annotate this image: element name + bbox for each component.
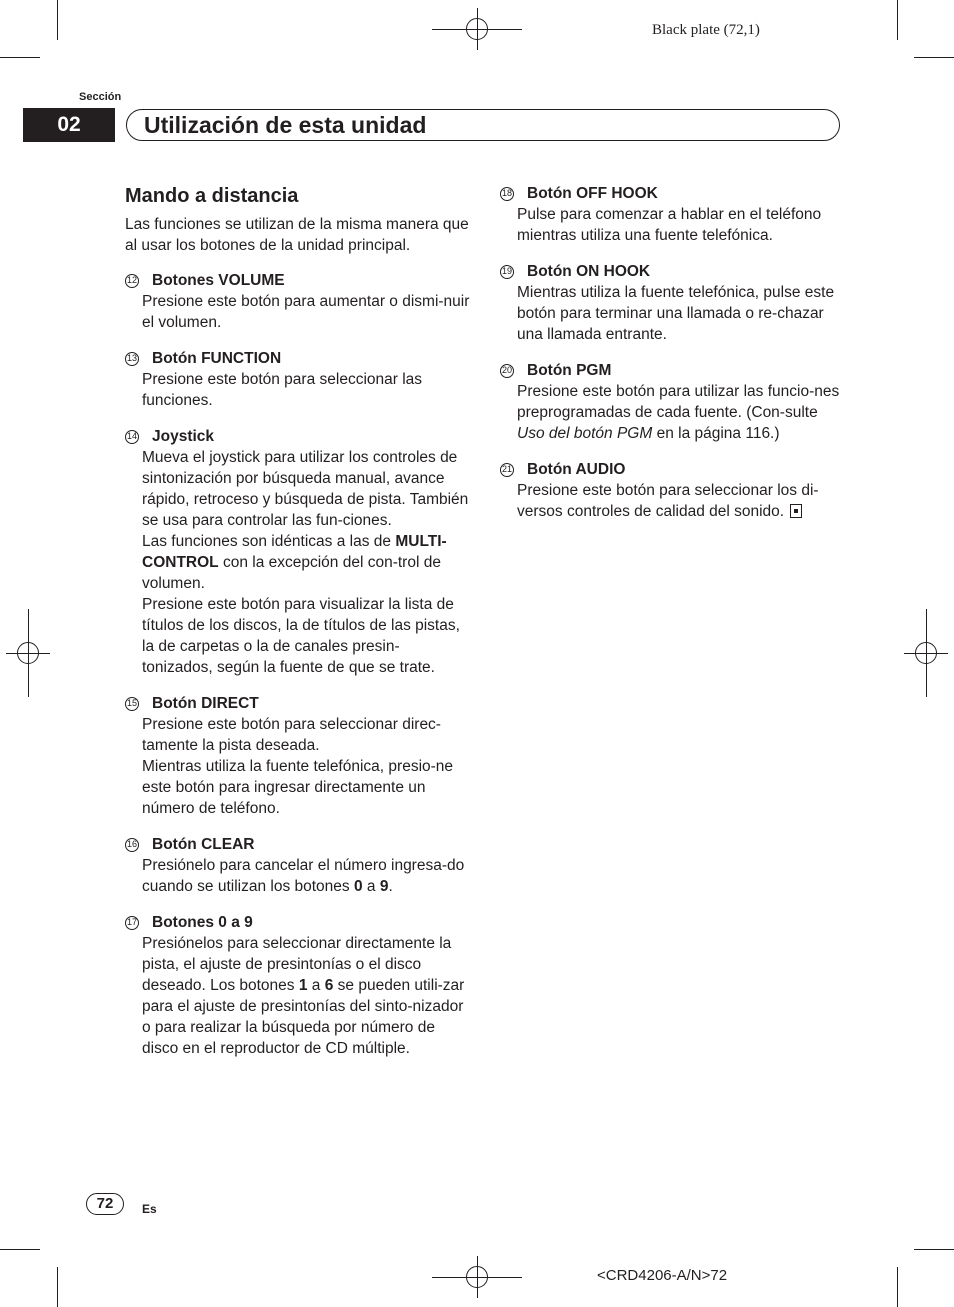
item-body: Presione este botón para aumentar o dismi-nuir el volumen.: [142, 293, 470, 331]
section-label: Sección: [79, 91, 122, 103]
left-column: [125, 183, 470, 1074]
item-number: 18: [500, 187, 514, 201]
heading: Mando a distancia: [125, 185, 299, 207]
item-number: 14: [125, 430, 139, 444]
item-number: 21: [500, 463, 514, 477]
item-number: 19: [500, 265, 514, 279]
crop-mark: [57, 0, 58, 40]
item-number: 15: [125, 697, 139, 711]
item-body: Pulse para comenzar a hablar en el teléfono mientras utiliza una fuente telefónica.: [517, 206, 822, 244]
language-code: Es: [142, 1202, 157, 1216]
item-body: Presione este botón para seleccionar las funciones.: [142, 371, 423, 409]
item-title: Botón OFF HOOK: [527, 185, 658, 202]
list-item: [500, 360, 845, 444]
list-item: [125, 912, 470, 1059]
item-body: Mientras utiliza la fuente telefónica, pulse este botón para terminar una llamada o re-chazar una llamada entrante.: [517, 284, 835, 343]
item-body: Presione este botón para seleccionar los di-versos controles de calidad del sonido.: [517, 482, 819, 520]
item-paragraph: Presione este botón para seleccionar direc-tamente la pista deseada.: [142, 716, 441, 754]
crop-mark: [897, 1267, 898, 1307]
list-item: [500, 183, 845, 246]
item-paragraph: Las funciones son idénticas a las de MULTI-CONTROL con la excepción del con-trol de volumen.: [142, 533, 447, 592]
crop-mark: [897, 0, 898, 40]
item-number: 17: [125, 916, 139, 930]
list-item: [125, 348, 470, 411]
model-code: <CRD4206-A/N>72: [597, 1267, 728, 1284]
item-number: 20: [500, 364, 514, 378]
right-column: [500, 183, 845, 537]
end-of-section-icon: [790, 504, 802, 518]
item-title: Botón DIRECT: [152, 695, 259, 712]
item-paragraph: Presione este botón para visualizar la lista de títulos de los discos, la de títulos de las pistas, la de carpetas o la de canales presin-tonizados, según la fuente de que se trate.: [142, 596, 460, 676]
crop-mark: [0, 1249, 40, 1250]
item-title: Botón ON HOOK: [527, 263, 651, 280]
item-paragraph: Mueva el joystick para utilizar los controles de sintonización por búsqueda manual, avance rápido, retroceso y búsqueda de pista. También se usa para controlar las fun-ciones.: [142, 449, 469, 529]
cross-reference: Uso del botón PGM: [517, 425, 653, 442]
item-title: Botón FUNCTION: [152, 350, 282, 367]
item-body: Presiónelo para cancelar el número ingresa-do cuando se utilizan los botones 0 a 9.: [142, 857, 465, 895]
bold-term: MULTI-CONTROL: [142, 533, 447, 571]
crop-mark: [914, 57, 954, 58]
item-title: Botón PGM: [527, 362, 612, 379]
item-body: [125, 447, 470, 678]
item-body: Presione este botón para utilizar las funcio-nes preprogramadas de cada fuente. (Con-sulte Uso del botón PGM en la página 116.): [517, 383, 840, 442]
list-item: [125, 834, 470, 897]
item-title: Botón AUDIO: [527, 461, 626, 478]
registration-mark: [17, 642, 39, 664]
section-number: 02: [23, 108, 115, 142]
list-item: [125, 426, 470, 678]
item-body: [125, 714, 470, 819]
item-title: Joystick: [152, 428, 215, 445]
registration-mark: [915, 642, 937, 664]
registration-mark: [466, 1266, 488, 1288]
item-number: 13: [125, 352, 139, 366]
crop-mark: [914, 1249, 954, 1250]
page-number: 72: [86, 1193, 124, 1215]
item-paragraph: Mientras utiliza la fuente telefónica, presio-ne este botón para ingresar directamente un número de teléfono.: [142, 758, 454, 817]
item-body: Presiónelos para seleccionar directamente la pista, el ajuste de presintonías o el disco deseado. Los botones 1 a 6 se pueden utili-zar para el ajuste de presintonías del sinto-nizador o para realizar la búsqueda por número de disco en el reproductor de CD múltiple.: [142, 935, 465, 1057]
section-title: Utilización de esta unidad: [126, 109, 840, 141]
list-item: [500, 459, 845, 522]
crop-mark: [0, 57, 40, 58]
list-item: [125, 693, 470, 819]
crop-mark: [57, 1267, 58, 1307]
list-item: [125, 270, 470, 333]
item-title: Botones VOLUME: [152, 272, 285, 289]
item-title: Botón CLEAR: [152, 836, 255, 853]
plate-label: Black plate (72,1): [652, 22, 760, 38]
item-number: 16: [125, 838, 139, 852]
intro-paragraph: Las funciones se utilizan de la misma manera que al usar los botones de la unidad principal.: [125, 216, 469, 254]
list-item: [500, 261, 845, 345]
registration-mark: [466, 18, 488, 40]
item-title: Botones 0 a 9: [152, 914, 253, 931]
item-number: 12: [125, 274, 139, 288]
